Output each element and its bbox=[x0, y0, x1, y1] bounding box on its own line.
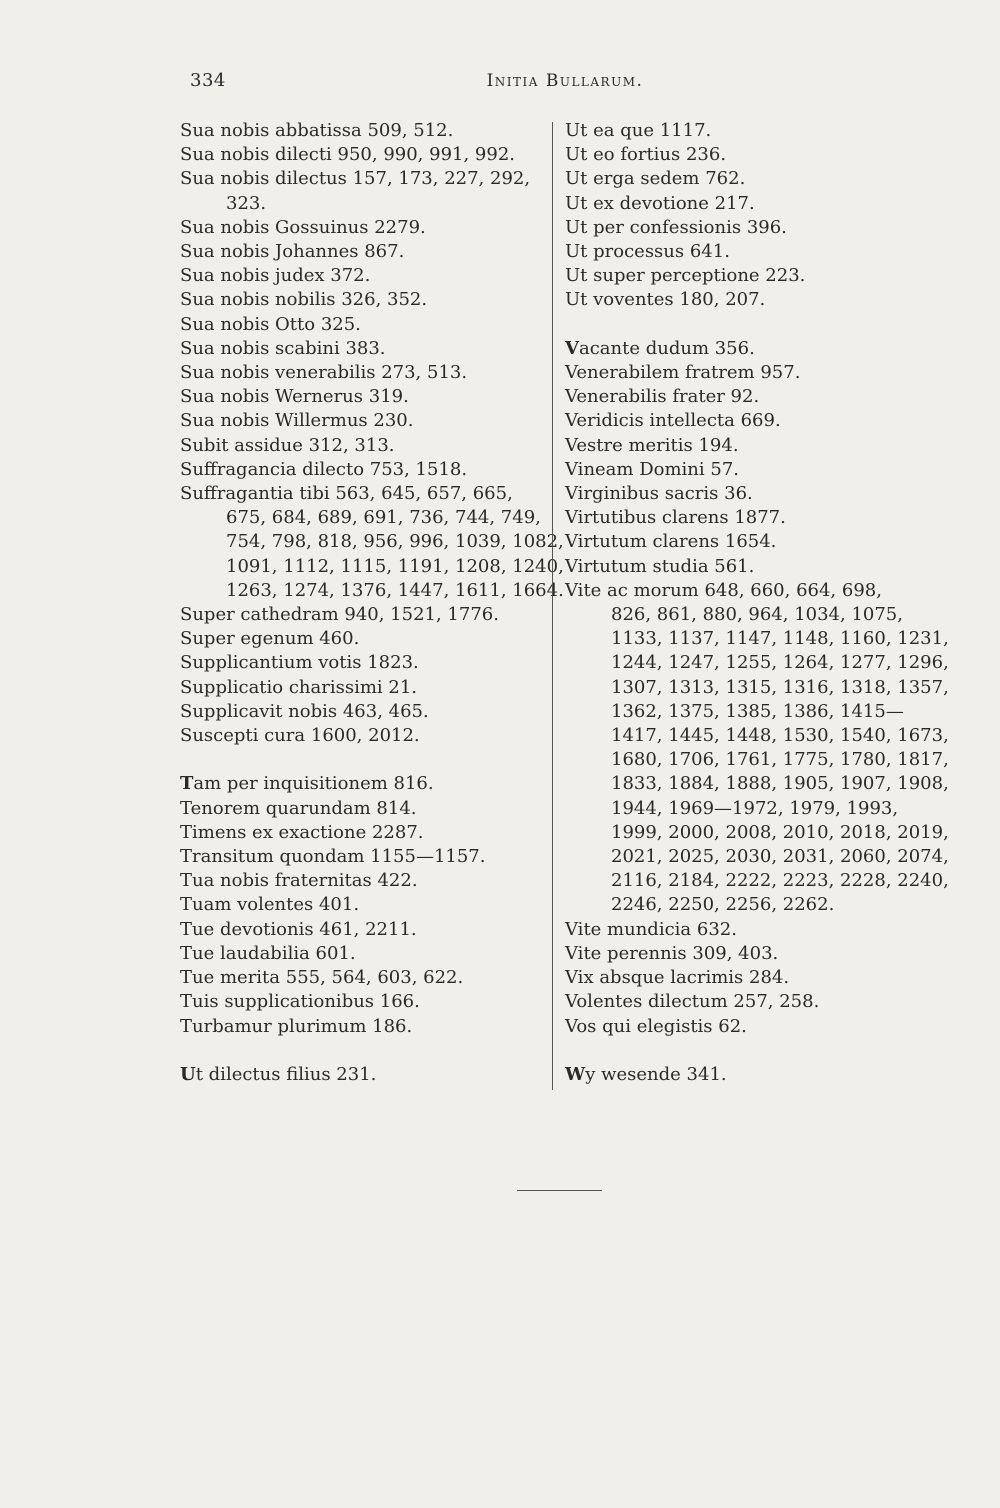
index-entry bbox=[180, 918, 540, 942]
entry-continuation: 1944, 1969—1972, 1979, 1993, bbox=[611, 797, 899, 819]
index-entry bbox=[565, 434, 915, 458]
index-entry bbox=[180, 603, 540, 627]
entry-continuation: 754, 798, 818, 956, 996, 1039, 1082, bbox=[226, 531, 564, 553]
entry-text: Ut ea que 1117. bbox=[565, 120, 712, 141]
entry-text: Sua nobis Wernerus 319. bbox=[180, 386, 409, 408]
index-entry bbox=[180, 167, 540, 215]
index-entry bbox=[565, 579, 949, 918]
entry-continuation: 1362, 1375, 1385, 1386, 1415— bbox=[611, 700, 904, 722]
index-entry bbox=[180, 627, 540, 651]
entry-text: Subit assidue 312, 313. bbox=[180, 434, 395, 456]
index-entry bbox=[180, 821, 540, 845]
entry-text: Virtutum clarens 1654. bbox=[565, 531, 777, 553]
index-group bbox=[565, 1063, 915, 1087]
entry-text: Sua nobis dilectus 157, 173, 227, 292, bbox=[180, 168, 531, 190]
index-entry bbox=[180, 313, 540, 337]
entry-text: Ut super perceptione 223. bbox=[565, 265, 806, 287]
entry-text: Tue merita 555, 564, 603, 622. bbox=[180, 967, 464, 989]
entry-continuation: 1307, 1313, 1315, 1316, 1318, 1357, bbox=[611, 676, 949, 698]
index-entry bbox=[565, 506, 915, 530]
index-entry bbox=[180, 676, 540, 700]
index-entry bbox=[565, 167, 915, 191]
index-entry bbox=[180, 869, 540, 893]
entry-text: Sua nobis Gossuinus 2279. bbox=[180, 216, 426, 238]
index-entry bbox=[180, 651, 540, 675]
entry-continuation: 1680, 1706, 1761, 1775, 1780, 1817, bbox=[611, 749, 949, 771]
entry-continuation: 1244, 1247, 1255, 1264, 1277, 1296, bbox=[611, 652, 949, 674]
index-entry bbox=[180, 990, 540, 1014]
index-entry bbox=[180, 458, 540, 482]
index-entry bbox=[565, 361, 915, 385]
index-group bbox=[180, 119, 564, 748]
index-entry bbox=[565, 1063, 915, 1087]
index-entry bbox=[180, 845, 540, 869]
index-entry bbox=[180, 361, 540, 385]
index-entry bbox=[180, 942, 540, 966]
entry-continuation: 2246, 2250, 2256, 2262. bbox=[611, 894, 835, 916]
entry-continuation: 1091, 1112, 1115, 1191, 1208, 1240, bbox=[226, 555, 564, 577]
index-entry bbox=[180, 724, 540, 748]
entry-text: Super egenum 460. bbox=[180, 628, 360, 650]
entry-text: Sua nobis Otto 325. bbox=[180, 313, 361, 335]
entry-text: Vite perennis 309, 403. bbox=[565, 942, 779, 964]
entry-text: Sua nobis venerabilis 273, 513. bbox=[180, 362, 468, 384]
index-entry bbox=[180, 434, 540, 458]
index-entry bbox=[180, 240, 540, 264]
index-entry bbox=[565, 288, 915, 312]
entry-text: Tua nobis fraternitas 422. bbox=[180, 870, 418, 892]
entry-continuation: 1417, 1445, 1448, 1530, 1540, 1673, bbox=[611, 725, 949, 747]
entry-text: Suffragantia tibi 563, 645, 657, 665, bbox=[180, 483, 513, 505]
index-entry bbox=[180, 288, 540, 312]
entry-text: Supplicatio charissimi 21. bbox=[180, 676, 418, 698]
entry-continuation: 323. bbox=[226, 192, 267, 214]
entry-continuation: 2116, 2184, 2222, 2223, 2228, 2240, bbox=[611, 870, 949, 892]
entry-text: Ut per confessionis 396. bbox=[565, 216, 787, 238]
entry-text: Ut erga sedem 762. bbox=[565, 168, 746, 190]
index-entry bbox=[180, 772, 540, 796]
index-entry bbox=[180, 893, 540, 917]
entry-text: Virginibus sacris 36. bbox=[565, 483, 753, 505]
entry-text: Sua nobis dilecti 950, 990, 991, 992. bbox=[180, 144, 516, 166]
entry-text: Vineam Domini 57. bbox=[565, 458, 739, 480]
index-entry bbox=[565, 942, 915, 966]
index-column-left bbox=[180, 119, 564, 1087]
index-entry bbox=[180, 1063, 540, 1087]
entry-continuation: 1833, 1884, 1888, 1905, 1907, 1908, bbox=[611, 773, 949, 795]
index-entry bbox=[565, 337, 915, 361]
section-initial: V bbox=[565, 337, 579, 359]
index-entry bbox=[565, 192, 915, 216]
entry-text: Vos qui elegistis 62. bbox=[565, 1015, 747, 1037]
entry-continuation: 1999, 2000, 2008, 2010, 2018, 2019, bbox=[611, 821, 949, 843]
index-entry bbox=[565, 555, 915, 579]
entry-text: Sua nobis Willermus 230. bbox=[180, 410, 414, 432]
index-entry bbox=[180, 797, 540, 821]
entry-continuation: 2021, 2025, 2030, 2031, 2060, 2074, bbox=[611, 846, 949, 868]
index-entry bbox=[565, 530, 915, 554]
group-spacer bbox=[565, 313, 915, 337]
index-entry bbox=[565, 990, 915, 1014]
group-spacer bbox=[565, 1039, 915, 1063]
entry-text: Sua nobis abbatissa 509, 512. bbox=[180, 120, 454, 141]
entry-text: Tue laudabilia 601. bbox=[180, 942, 356, 964]
index-entry bbox=[180, 143, 540, 167]
entry-text: Virtutum studia 561. bbox=[565, 555, 755, 577]
entry-text: Ut voventes 180, 207. bbox=[565, 289, 766, 311]
entry-text: Vix absque lacrimis 284. bbox=[565, 967, 790, 989]
entry-text: Ut processus 641. bbox=[565, 241, 730, 263]
entry-text: Turbamur plurimum 186. bbox=[180, 1015, 413, 1037]
index-entry bbox=[565, 482, 915, 506]
entry-text: Vite ac morum 648, 660, 664, 698, bbox=[565, 579, 882, 601]
index-group bbox=[180, 1063, 540, 1087]
entry-text: Suffragancia dilecto 753, 1518. bbox=[180, 458, 468, 480]
section-initial: U bbox=[180, 1063, 196, 1085]
entry-continuation: 826, 861, 880, 964, 1034, 1075, bbox=[611, 604, 903, 626]
entry-text: Tuis supplicationibus 166. bbox=[180, 991, 420, 1013]
column-divider bbox=[552, 122, 553, 1090]
entry-text: Ut ex devotione 217. bbox=[565, 192, 755, 214]
entry-text: Volentes dilectum 257, 258. bbox=[565, 991, 820, 1013]
index-entry bbox=[180, 264, 540, 288]
entry-text: acante dudum 356. bbox=[578, 337, 755, 359]
group-spacer bbox=[180, 1039, 540, 1063]
index-entry bbox=[565, 143, 915, 167]
index-entry bbox=[180, 482, 564, 603]
entry-text: Tuam volentes 401. bbox=[180, 894, 360, 916]
entry-text: t dilectus filius 231. bbox=[195, 1063, 377, 1085]
entry-continuation: 1133, 1137, 1147, 1148, 1160, 1231, bbox=[611, 628, 949, 650]
index-group bbox=[565, 337, 949, 1039]
index-entry bbox=[180, 385, 540, 409]
index-entry bbox=[180, 409, 540, 433]
index-entry bbox=[180, 216, 540, 240]
group-spacer bbox=[180, 748, 540, 772]
entry-text: Tenorem quarundam 814. bbox=[180, 797, 417, 819]
index-entry bbox=[565, 385, 915, 409]
index-entry bbox=[565, 458, 915, 482]
entry-text: am per inquisitionem 816. bbox=[193, 773, 434, 795]
entry-text: Sua nobis scabini 383. bbox=[180, 337, 386, 359]
page-number: 334 bbox=[190, 70, 226, 91]
index-entry bbox=[565, 966, 915, 990]
entry-text: Vite mundicia 632. bbox=[565, 918, 737, 940]
index-entry bbox=[565, 409, 915, 433]
end-rule bbox=[517, 1190, 602, 1191]
index-entry bbox=[565, 216, 915, 240]
index-entry bbox=[565, 264, 915, 288]
entry-text: Timens ex exactione 2287. bbox=[180, 821, 424, 843]
entry-text: Venerabilem fratrem 957. bbox=[565, 362, 801, 384]
entry-text: Transitum quondam 1155—1157. bbox=[180, 846, 486, 868]
entry-text: Vestre meritis 194. bbox=[565, 434, 739, 456]
entry-text: y wesende 341. bbox=[585, 1063, 727, 1085]
index-entry bbox=[565, 1015, 915, 1039]
index-entry bbox=[565, 119, 915, 143]
index-entry bbox=[180, 966, 540, 990]
index-column-right bbox=[565, 119, 949, 1087]
index-entry bbox=[180, 700, 540, 724]
entry-continuation: 1263, 1274, 1376, 1447, 1611, 1664. bbox=[226, 579, 564, 601]
entry-text: Sua nobis nobilis 326, 352. bbox=[180, 289, 428, 311]
entry-text: Super cathedram 940, 1521, 1776. bbox=[180, 604, 499, 626]
running-head: Initia Bullarum. bbox=[486, 71, 644, 91]
entry-text: Sua nobis judex 372. bbox=[180, 265, 371, 287]
index-entry bbox=[180, 1015, 540, 1039]
entry-text: Venerabilis frater 92. bbox=[565, 386, 760, 408]
entry-text: Suscepti cura 1600, 2012. bbox=[180, 725, 420, 747]
section-initial: T bbox=[180, 773, 194, 795]
entry-text: Tue devotionis 461, 2211. bbox=[180, 918, 417, 940]
index-entry bbox=[565, 918, 915, 942]
entry-text: Virtutibus clarens 1877. bbox=[565, 507, 786, 529]
index-group bbox=[180, 772, 540, 1038]
section-initial: W bbox=[565, 1063, 586, 1085]
entry-text: Sua nobis Johannes 867. bbox=[180, 241, 405, 263]
index-group bbox=[565, 119, 915, 313]
index-entry bbox=[180, 337, 540, 361]
entry-text: Veridicis intellecta 669. bbox=[565, 410, 781, 432]
entry-text: Supplicantium votis 1823. bbox=[180, 652, 419, 674]
entry-text: Ut eo fortius 236. bbox=[565, 144, 727, 166]
index-entry bbox=[565, 240, 915, 264]
index-entry bbox=[180, 119, 540, 143]
entry-text: Supplicavit nobis 463, 465. bbox=[180, 700, 429, 722]
entry-continuation: 675, 684, 689, 691, 736, 744, 749, bbox=[226, 507, 541, 529]
